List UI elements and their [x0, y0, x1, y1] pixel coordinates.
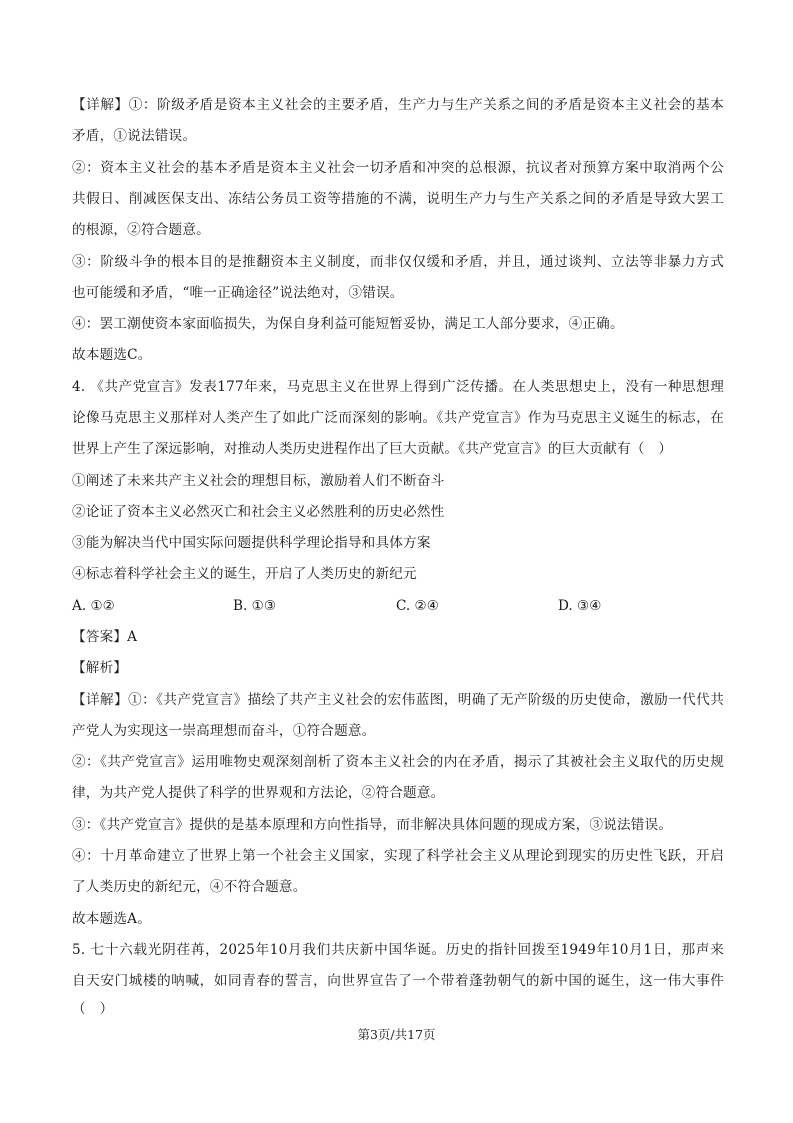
- statement-3: ③能为解决当代中国实际问题提供科学理论指导和具体方案: [72, 535, 431, 551]
- option-d: D. ③④: [558, 598, 602, 614]
- analysis-label: 【解析】: [72, 660, 128, 676]
- text-line: 共假日、削减医保支出、冻结公务员工资等措施的不满，说明生产力与生产关系之间的矛盾是导致大罢工: [72, 191, 724, 207]
- text-line: 【详解】①：阶级矛盾是资本主义社会的主要矛盾，生产力与生产关系之间的矛盾是资本主义社会的基本: [72, 97, 724, 113]
- option-c: C. ②④: [396, 598, 439, 614]
- option-a: A. ①②: [72, 598, 115, 614]
- statement-4: ④标志着科学社会主义的诞生，开启了人类历史的新纪元: [72, 566, 417, 582]
- text-line: ③：《共产党宣言》提供的是基本原理和方向性指导，而非解决具体问题的现成方案，③说法错误。: [72, 817, 673, 833]
- text-line: 矛盾，①说法错误。: [72, 128, 197, 144]
- text-line: ④：十月革命建立了世界上第一个社会主义国家，实现了科学社会主义从理论到现实的历史性飞跃，开启: [72, 848, 724, 864]
- question-5-stem: 5. 七十六载光阴荏苒，2025年10月我们共庆新中国华诞。历史的指针回拨至1949年10月1日，那声来: [72, 942, 724, 958]
- text-line: 故本题选A。: [72, 911, 151, 927]
- text-line: 的根源，②符合题意。: [72, 222, 210, 238]
- option-b: B. ①③: [233, 598, 277, 614]
- question-4-stem: 4. 《共产党宣言》发表177年来，马克思主义在世界上得到广泛传播。在人类思想史上，没有一种思想理: [72, 379, 724, 395]
- text-line: 了人类历史的新纪元，④不符合题意。: [72, 879, 307, 895]
- question-5-stem: 自天安门城楼的呐喊，如同青春的誓言，向世界宣告了一个带着蓬勃朝气的新中国的诞生，这一伟大事件: [72, 973, 724, 989]
- question-4-stem: 世界上产生了深远影响，对推动人类历史进程作出了巨大贡献。《共产党宣言》的巨大贡献有（ ）: [72, 441, 673, 457]
- question-5-stem: （ ）: [72, 1001, 114, 1017]
- question-4-stem: 论像马克思主义那样对人类产生了如此广泛而深刻的影响。《共产党宣言》作为马克思主义诞生的标志，在: [72, 410, 724, 426]
- statement-2: ②论证了资本主义必然灭亡和社会主义必然胜利的历史必然性: [72, 504, 445, 520]
- text-line: 【详解】①：《共产党宣言》描绘了共产主义社会的宏伟蓝图，明确了无产阶级的历史使命，激励一代代共: [72, 692, 724, 708]
- text-line: ④：罢工潮使资本家面临损失，为保自身利益可能短暂妥协，满足工人部分要求，④正确。: [72, 316, 624, 332]
- text-line: ③：阶级斗争的根本目的是推翻资本主义制度，而非仅仅缓和矛盾，并且，通过谈判、立法等非暴力方式: [72, 254, 724, 270]
- text-line: ②：资本主义社会的基本矛盾是资本主义社会一切矛盾和冲突的总根源，抗议者对预算方案中取消两个公: [72, 160, 724, 176]
- answer-label: 【答案】A: [72, 629, 138, 645]
- statement-1: ①阐述了未来共产主义社会的理想目标，激励着人们不断奋斗: [72, 473, 445, 489]
- text-line: 产党人为实现这一崇高理想而奋斗，①符合题意。: [72, 723, 376, 739]
- text-line: 也可能缓和矛盾，“唯一正确途径”说法绝对，③错误。: [72, 285, 404, 301]
- page-number: 第3页/共17页: [357, 1027, 436, 1042]
- text-line: 律，为共产党人提供了科学的世界观和方法论，②符合题意。: [72, 785, 445, 801]
- text-line: ②：《共产党宣言》运用唯物史观深刻剖析了资本主义社会的内在矛盾，揭示了其被社会主义取代的历史规: [72, 754, 724, 770]
- text-line: 故本题选C。: [72, 347, 152, 363]
